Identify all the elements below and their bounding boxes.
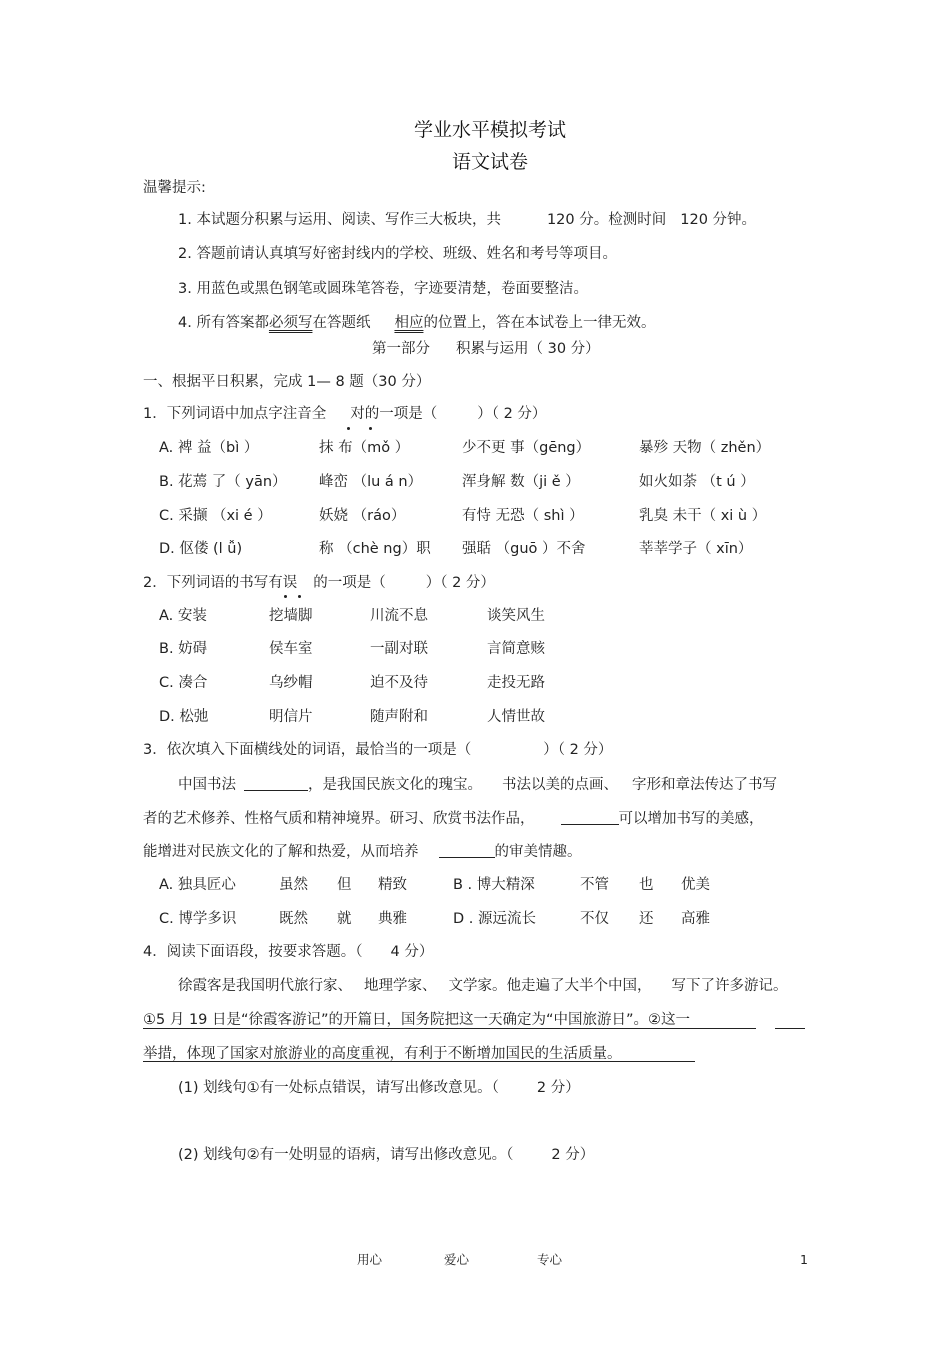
q1-option-d-word3: 强聒 （guō ）不舍: [462, 541, 586, 557]
q2-option-b-word4: 言简意赅: [487, 641, 545, 657]
q3-option-b-word4: 优美: [681, 877, 710, 893]
q3-option-d-word4: 高雅: [681, 911, 710, 927]
q2-option-b: B. 妨碍: [159, 641, 208, 657]
q2-option-b-word2: 侯车室: [269, 641, 313, 657]
page-number: 1: [800, 1252, 808, 1267]
q3-passage-line2: 者的艺术修养、性格气质和精神境界。研习、欣赏书法作品， 可以增加书写的美感，: [143, 811, 764, 827]
q4-passage-line2: ①5 月 19 日是“徐霞客游记”的开篇日，国务院把这一天确定为“中国旅游日”。②这一: [143, 1012, 691, 1028]
q3-option-d-word3: 还: [639, 911, 654, 927]
tip-1: 1. 本试题分积累与运用、阅读、写作三大板块，共 120 分。检测时间 120 分钟。: [178, 212, 757, 228]
q1-option-c-word2: 妖娆 （ráo）: [319, 508, 406, 524]
emphasis-dot: [284, 595, 287, 598]
q1-option-a-word2: 抹 布（mǒ ）: [319, 440, 410, 456]
q2-option-d-word3: 随声附和: [370, 709, 428, 725]
q3-option-c-word2: 既然: [279, 911, 308, 927]
emphasis-corresponding: 相应: [394, 315, 424, 331]
section1-heading: 一、根据平日积累，完成 1— 8 题（30 分）: [143, 374, 431, 390]
footer-word-3: 专心: [537, 1252, 563, 1267]
q3-stem: 3．依次填入下面横线处的词语，最恰当的一项是（ ）（ 2 分）: [143, 742, 613, 758]
emphasis-must-write: 必须写: [268, 315, 313, 331]
q1-stem: 1．下列词语中加点字注音全 对的一项是（ ）（ 2 分）: [143, 406, 547, 422]
q1-option-c-word3: 有恃 无恐（ shì ）: [462, 508, 584, 524]
footer-word-2: 爱心: [444, 1252, 470, 1267]
q4-passage-line1: 徐霞客是我国明代旅行家、 地理学家、 文学家。他走遍了大半个中国， 写下了许多游记。: [178, 978, 788, 994]
tip-4: 4. 所有答案都必须写在答题纸 相应的位置上，答在本试卷上一律无效。: [178, 315, 656, 331]
exam-subtitle: 语文试卷: [452, 151, 529, 173]
q3-option-b-word3: 也: [639, 877, 654, 893]
underline-sentence-1: [143, 1028, 756, 1029]
q1-option-b-word2: 峰峦 （lu á n）: [319, 474, 423, 490]
tip-2: 2. 答题前请认真填写好密封线内的学校、班级、姓名和考号等项目。: [178, 246, 617, 262]
fill-blank-1: [244, 776, 308, 791]
emphasis-dot: [347, 427, 350, 430]
underline-sentence-2-start: [775, 1028, 805, 1029]
tip-3: 3. 用蓝色或黑色钢笔或圆珠笔答卷，字迹要清楚，卷面要整洁。: [178, 281, 588, 297]
q1-option-c-word4: 乳臭 未干（ xi ù ）: [639, 508, 767, 524]
q3-option-a-word4: 精致: [378, 877, 407, 893]
fill-blank-3: [439, 843, 495, 858]
q3-option-a-word2: 虽然: [279, 877, 308, 893]
exam-title: 学业水平模拟考试: [414, 119, 567, 141]
q2-option-a-word4: 谈笑风生: [487, 608, 545, 624]
emphasis-dot: [369, 427, 372, 430]
q3-option-c-word3: 就: [337, 911, 352, 927]
q2-option-c-word2: 乌纱帽: [269, 675, 313, 691]
q2-option-d-word4: 人情世故: [487, 709, 545, 725]
q3-option-d-word2: 不仅: [580, 911, 609, 927]
q2-option-a-word3: 川流不息: [370, 608, 428, 624]
q3-option-d: D . 源远流长: [453, 911, 536, 927]
q1-option-d-word4: 莘莘学子（ xīn）: [639, 541, 753, 557]
q3-option-c: C. 博学多识: [159, 911, 237, 927]
q2-option-c: C. 凑合: [159, 675, 208, 691]
q4-passage-line3: 举措，体现了国家对旅游业的高度重视，有利于不断增加国民的生活质量。: [143, 1046, 622, 1062]
q1-option-a-word4: 暴殄 天物（ zhěn）: [639, 440, 771, 456]
q3-option-a: A. 独具匠心: [159, 877, 236, 893]
q2-option-c-word4: 走投无路: [487, 675, 545, 691]
q4-stem: 4．阅读下面语段，按要求答题。（ 4 分）: [143, 944, 434, 960]
footer-word-1: 用心: [357, 1252, 383, 1267]
q1-option-d-word2: 称 （chè ng）职: [319, 541, 431, 557]
q3-option-a-word3: 但: [337, 877, 352, 893]
q2-option-a-word2: 挖墙脚: [269, 608, 313, 624]
q2-option-d-word2: 明信片: [269, 709, 313, 725]
q3-option-b-word2: 不管: [580, 877, 609, 893]
emphasis-dot: [298, 595, 301, 598]
tips-label: 温馨提示:: [143, 180, 206, 196]
fill-blank-2: [561, 810, 619, 825]
q1-option-b-word3: 浑身解 数（ji ě ）: [462, 474, 580, 490]
q4-sub-question-2: (2) 划线句②有一处明显的语病，请写出修改意见。（ 2 分）: [178, 1147, 595, 1163]
q1-option-c: C. 采撷 （xi é ）: [159, 508, 272, 524]
q1-option-b-word4: 如火如荼 （t ú ）: [639, 474, 755, 490]
q3-passage-line1: 中国书法 ，是我国民族文化的瑰宝。 书法以美的点画、 字形和章法传达了书写: [178, 777, 777, 793]
q4-sub-question-1: (1) 划线句①有一处标点错误，请写出修改意见。（ 2 分）: [178, 1080, 580, 1096]
q1-option-b: B. 花蔫 了（ yān）: [159, 474, 287, 490]
q2-option-c-word3: 迫不及待: [370, 675, 428, 691]
q3-option-b: B . 博大精深: [453, 877, 535, 893]
q3-passage-line3: 能增进对民族文化的了解和热爱，从而培养 的审美情趣。: [143, 844, 582, 860]
q1-option-d: D. 伛偻 (l ǚ): [159, 541, 243, 557]
q1-option-a: A. 裨 益（bì ）: [159, 440, 259, 456]
q2-option-a: A. 安装: [159, 608, 207, 624]
q2-option-b-word3: 一副对联: [370, 641, 428, 657]
q3-option-c-word4: 典雅: [378, 911, 407, 927]
underline-sentence-2: [143, 1061, 695, 1062]
q2-stem: 2．下列词语的书写有误 的一项是（ ）（ 2 分）: [143, 575, 495, 591]
q2-option-d: D. 松弛: [159, 709, 209, 725]
part1-heading: 第一部分 积累与运用（ 30 分）: [372, 341, 600, 357]
q1-option-a-word3: 少不更 事（gēng）: [462, 440, 591, 456]
